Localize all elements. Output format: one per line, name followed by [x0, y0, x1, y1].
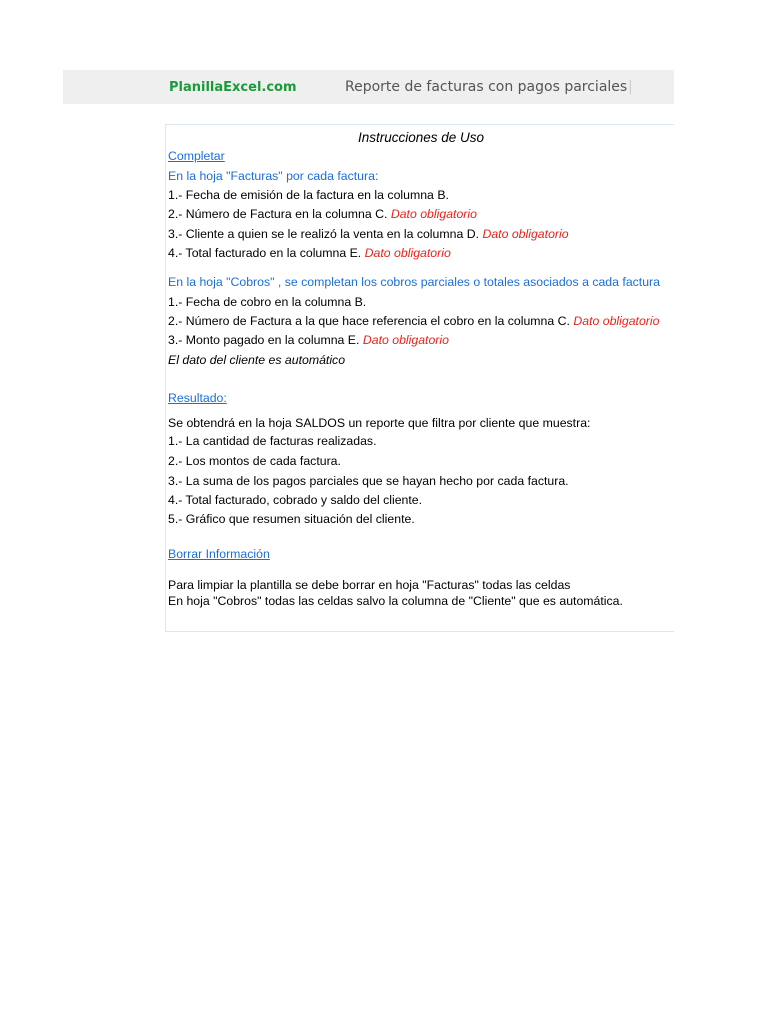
- facturas-step-4: [168, 246, 451, 261]
- facturas-intro: En la hoja "Facturas" por cada factura:: [168, 169, 379, 183]
- cobros-step-3: [168, 333, 449, 348]
- borrar-line-1: Para limpiar la plantilla se debe borrar en hoja "Facturas" todas las celdas: [168, 578, 571, 592]
- title-separator: |: [628, 79, 633, 95]
- resultado-intro: Se obtendrá en la hoja SALDOS un reporte que filtra por cliente que muestra:: [168, 416, 591, 430]
- resultado-step-3: 3.- La suma de los pagos parciales que se hayan hecho por cada factura.: [168, 474, 569, 488]
- required-note: Dato obligatorio: [482, 227, 569, 241]
- step-text: 3.- Cliente a quien se le realizó la venta en la columna D.: [168, 227, 480, 241]
- facturas-step-2: [168, 207, 477, 222]
- borrar-line-2: En hoja "Cobros" todas las celdas salvo la columna de "Cliente" que es automática.: [168, 594, 623, 608]
- instructions-title: Instrucciones de Uso: [357, 130, 485, 145]
- resultado-step-4: 4.- Total facturado, cobrado y saldo del cliente.: [168, 493, 423, 507]
- report-title: Reporte de facturas con pagos parciales: [345, 79, 628, 95]
- resultado-link[interactable]: Resultado:: [168, 391, 227, 405]
- cobros-step-2: [168, 314, 659, 329]
- step-text: 2.- Número de Factura en la columna C.: [168, 207, 388, 221]
- required-note: Dato obligatorio: [573, 314, 660, 328]
- required-note: Dato obligatorio: [390, 207, 477, 221]
- cobros-step-1: [168, 295, 366, 310]
- step-text: 1.- Fecha de emisión de la factura en la columna B.: [168, 188, 449, 202]
- required-note: Dato obligatorio: [362, 333, 449, 347]
- header-bar: [63, 70, 674, 104]
- brand-logo-text[interactable]: PlanillaExcel.com: [169, 80, 297, 95]
- resultado-step-2: 2.- Los montos de cada factura.: [168, 454, 341, 468]
- facturas-step-3: [168, 227, 569, 242]
- step-text: 2.- Número de Factura a la que hace referencia el cobro en la columna C.: [168, 314, 570, 328]
- required-note: Dato obligatorio: [364, 246, 451, 260]
- resultado-step-5: 5.- Gráfico que resumen situación del cliente.: [168, 512, 415, 526]
- resultado-step-1: 1.- La cantidad de facturas realizadas.: [168, 434, 377, 448]
- step-text: 1.- Fecha de cobro en la columna B.: [168, 295, 367, 309]
- cobros-intro: En la hoja "Cobros" , se completan los cobros parciales o totales asociados a cada factura: [168, 275, 660, 289]
- auto-note: El dato del cliente es automático: [168, 353, 346, 367]
- facturas-step-1: [168, 188, 449, 203]
- step-text: 4.- Total facturado en la columna E.: [168, 246, 362, 260]
- borrar-link[interactable]: Borrar Información: [168, 547, 270, 561]
- step-text: 3.- Monto pagado en la columna E.: [168, 333, 360, 347]
- completar-link[interactable]: Completar: [168, 149, 225, 163]
